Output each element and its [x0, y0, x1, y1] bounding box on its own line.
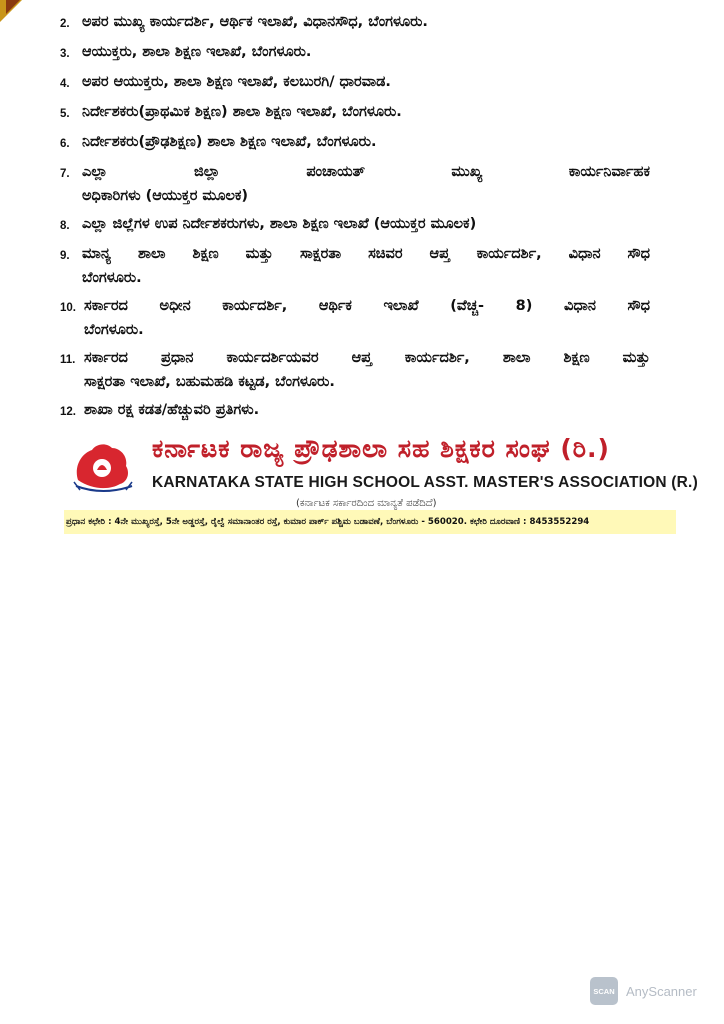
item-text: ನಿರ್ದೇಶಕರು(ಪ್ರೌಢಶಿಕ್ಷಣ) ಶಾಲಾ ಶಿಕ್ಷಣ ಇಲಾಖೆ, ಬೆಂಗಳೂರು. [82, 134, 377, 150]
item-text-line2: ಬೆಂಗಳೂರು. [82, 270, 142, 286]
list-item [60, 10, 650, 36]
item-number: 4. [60, 78, 70, 90]
item-text-line1: ಸರ್ಕಾರದ ಅಧೀನ ಕಾರ್ಯದರ್ಶಿ, ಆರ್ಥಿಕ ಇಲಾಖೆ (ವೆಚ್ಚ- 8) ವಿಧಾನ ಸೌಧ [84, 298, 650, 314]
association-name-english: KARNATAKA STATE HIGH SCHOOL ASST. MASTER'S ASSOCIATION (R.) [152, 474, 698, 491]
item-number: 11. [60, 354, 76, 366]
item-text: ಅಪರ ಆಯುಕ್ತರು, ಶಾಲಾ ಶಿಕ್ಷಣ ಇಲಾಖೆ, ಕಲಬುರಗಿ/ ಧಾರವಾಡ. [82, 74, 391, 90]
item-text-line1: ಸರ್ಕಾರದ ಪ್ರಧಾನ ಕಾರ್ಯದರ್ಶಿಯವರ ಆಪ್ತ ಕಾರ್ಯದರ್ಶಿ, ಶಾಲಾ ಶಿಕ್ಷಣ ಮತ್ತು [84, 350, 650, 366]
item-number: 3. [60, 48, 70, 60]
corner-decoration-inner [6, 0, 20, 14]
item-number: 9. [60, 250, 70, 262]
list-item [60, 294, 650, 342]
item-text-line2: ಅಧಿಕಾರಿಗಳು (ಆಯುಕ್ತರ ಮೂಲಕ) [82, 188, 249, 204]
list-item [60, 100, 650, 126]
association-logo-icon [70, 440, 136, 496]
association-name-kannada: ಕರ್ನಾಟಕ ರಾಜ್ಯ ಪ್ರೌಢಶಾಲಾ ಸಹ ಶಿಕ್ಷಕರ ಸಂಘ (ರಿ.) [152, 434, 610, 463]
list-item [60, 212, 650, 238]
item-number: 8. [60, 220, 70, 232]
item-number: 10. [60, 302, 76, 314]
office-address: ಪ್ರಧಾನ ಕಛೇರಿ : 4ನೇ ಮುಖ್ಯರಸ್ತೆ, 5ನೇ ಅಡ್ಡರಸ್ತೆ, ರೈಲ್ವೆ ಸಮಾನಾಂತರ ರಸ್ತೆ, ಕುಮಾರ ಪಾರ್ಕ್ ಪಶ್ಚಿಮ ಬಡಾವಣೆ, ಬೆಂಗಳೂರು - 560020. ಕಛೇರಿ ದೂರವಾಣಿ : 8453552294 [64, 510, 676, 534]
item-number: 2. [60, 18, 70, 30]
item-text-line2: ಸಾಕ್ಷರತಾ ಇಲಾಖೆ, ಬಹುಮಹಡಿ ಕಟ್ಟಡ, ಬೆಂಗಳೂರು. [84, 374, 335, 390]
scanner-watermark [590, 977, 697, 1005]
list-item [60, 40, 650, 66]
item-text: ಎಲ್ಲಾ ಜಿಲ್ಲೆಗಳ ಉಪ ನಿರ್ದೇಶಕರುಗಳು, ಶಾಲಾ ಶಿಕ್ಷಣ ಇಲಾಖೆ (ಆಯುಕ್ತರ ಮೂಲಕ) [82, 216, 477, 232]
list-item [60, 242, 650, 290]
item-text: ಶಾಖಾ ರಕ್ಷ ಕಡತ/ಹೆಚ್ಚುವರಿ ಪ್ರತಿಗಳು. [84, 402, 260, 418]
item-text: ನಿರ್ದೇಶಕರು(ಪ್ರಾಥಮಿಕ ಶಿಕ್ಷಣ) ಶಾಲಾ ಶಿಕ್ಷಣ ಇಲಾಖೆ, ಬೆಂಗಳೂರು. [82, 104, 402, 120]
recognition-note: (ಕರ್ನಾಟಕ ಸರ್ಕಾರದಿಂದ ಮಾನ್ಯತೆ ಪಡೆದಿದೆ) [296, 498, 437, 509]
item-text-line1: ಎಲ್ಲಾ ಜಿಲ್ಲಾ ಪಂಚಾಯತ್ ಮುಖ್ಯ ಕಾರ್ಯನಿರ್ವಾಹಕ [82, 164, 650, 180]
item-number: 7. [60, 168, 70, 180]
item-text: ಆಯುಕ್ತರು, ಶಾಲಾ ಶಿಕ್ಷಣ ಇಲಾಖೆ, ಬೆಂಗಳೂರು. [82, 44, 312, 60]
list-item [60, 130, 650, 156]
list-item [60, 70, 650, 96]
scanner-label: AnyScanner [626, 983, 697, 999]
list-item [60, 160, 650, 208]
list-item [60, 398, 650, 424]
recipient-list [60, 10, 650, 428]
item-text-line2: ಬೆಂಗಳೂರು. [84, 322, 144, 338]
scanner-icon: SCAN [590, 977, 618, 1005]
item-number: 12. [60, 406, 76, 418]
item-number: 5. [60, 108, 70, 120]
list-item [60, 346, 650, 394]
item-number: 6. [60, 138, 70, 150]
item-text: ಅಪರ ಮುಖ್ಯ ಕಾರ್ಯದರ್ಶಿ, ಆರ್ಥಿಕ ಇಲಾಖೆ, ವಿಧಾನಸೌಧ, ಬೆಂಗಳೂರು. [82, 14, 428, 30]
item-text-line1: ಮಾನ್ಯ ಶಾಲಾ ಶಿಕ್ಷಣ ಮತ್ತು ಸಾಕ್ಷರತಾ ಸಚಿವರ ಆಪ್ತ ಕಾರ್ಯದರ್ಶಿ, ವಿಧಾನ ಸೌಧ [82, 246, 650, 262]
